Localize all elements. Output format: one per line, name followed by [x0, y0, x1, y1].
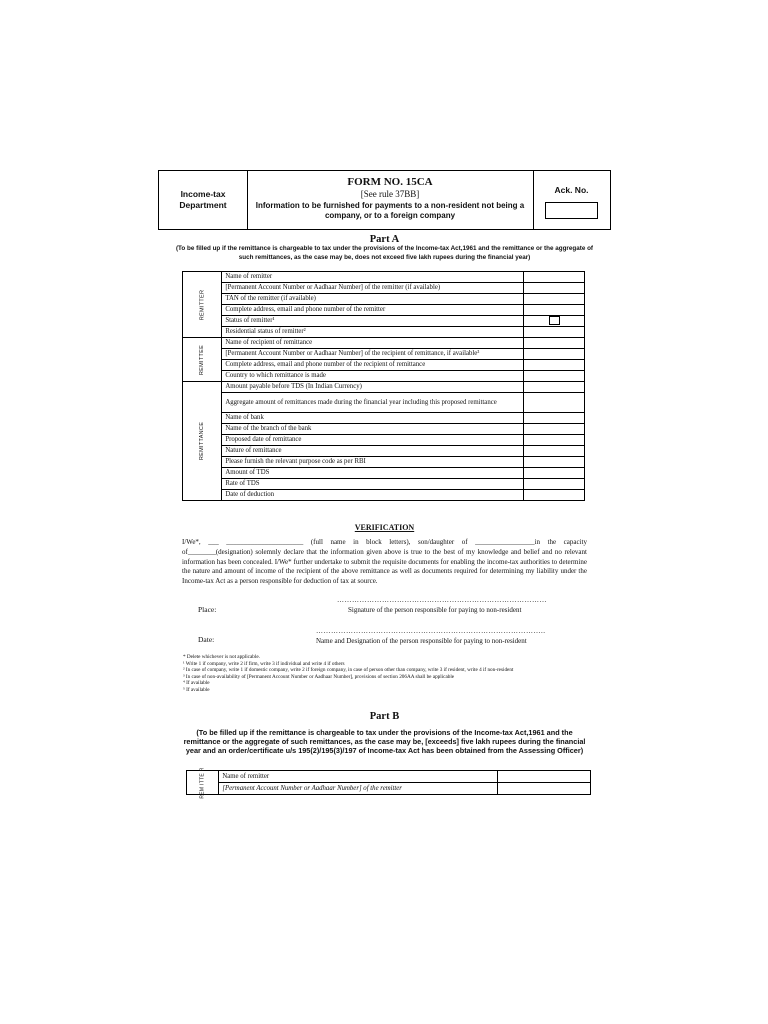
verification-title: VERIFICATION — [354, 523, 415, 532]
section-side-label-cell — [183, 338, 222, 382]
field-label: Name of remitter — [222, 272, 524, 283]
part-b-side-label-cell — [187, 766, 219, 799]
part-a-subtitle: (To be filled up if the remittance is chargeable to tax under the provisions of the Income-tax Act,1961 and the remittance or the aggregate of such remittances, as the case may be, does not exceed five lakh rupees during the financial year) — [175, 245, 594, 261]
place-label: Place: — [198, 605, 217, 614]
field-label: [Permanent Account Number or Aadhaar Number] of the recipient of remittance, if available³ — [222, 349, 524, 360]
field-label: Residential status of remitter² — [222, 327, 524, 338]
department-label: Income-tax Department — [179, 189, 227, 210]
field-value[interactable] — [524, 424, 585, 435]
footnote: ⁴ If available — [183, 680, 210, 686]
status-checkbox[interactable] — [549, 316, 560, 325]
field-value[interactable] — [524, 316, 585, 327]
signature-label: Signature of the person responsible for paying to non-resident — [348, 606, 522, 614]
field-value[interactable] — [524, 294, 585, 305]
footnote: ⁵ If available — [183, 686, 210, 693]
field-label: TAN of the remitter (if available) — [222, 294, 524, 305]
field-value[interactable] — [524, 479, 585, 490]
field-value[interactable] — [524, 457, 585, 468]
field-value[interactable] — [524, 382, 585, 393]
field-label: Please furnish the relevant purpose code as per RBI — [222, 457, 524, 468]
form-header — [158, 170, 611, 230]
field-value[interactable] — [524, 435, 585, 446]
department-cell — [159, 171, 248, 229]
section-side-label: REMITTANCE — [199, 421, 206, 461]
field-label: Country to which remittance is made — [222, 371, 524, 382]
ack-cell — [533, 171, 610, 229]
ack-number-field[interactable] — [545, 202, 598, 219]
part-a-table — [182, 271, 585, 501]
field-value[interactable] — [524, 338, 585, 349]
field-label: Rate of TDS — [222, 479, 524, 490]
part-b-table — [186, 766, 591, 799]
field-value[interactable] — [524, 490, 585, 501]
field-label: Name of bank — [222, 413, 524, 424]
part-b-title: Part B — [369, 711, 400, 722]
part-b-row-value[interactable] — [498, 783, 591, 795]
field-value[interactable] — [524, 371, 585, 382]
field-label: Aggregate amount of remittances made during the financial year including this proposed remittance — [222, 393, 524, 413]
field-value[interactable] — [524, 446, 585, 457]
part-b-row-label: [Permanent Account Number or Aadhaar Number] of the remitter — [219, 783, 498, 795]
field-value[interactable] — [524, 360, 585, 371]
footnote: ¹ Write 1 if company, write 2 if firm, write 3 if individual and write 4 if others — [183, 660, 345, 667]
verification-text: I/We*, ___ ______________________ (full name in block letters), son/daughter of _________________in the capacity of________(designation) solemnly declare that the information given above is true to the best of my knowledge and belief and no relevant information has been concealed. I/We* further undertake to submit the requisite documents for enabling the income-tax authorities to determine the nature and amount of income of the recipient of the above remittance as well as documents required for determining my liability under the Income-tax Act as a person responsible for deduction of tax at source. — [182, 538, 587, 586]
name-designation-line: ……………………………………………………………………………….. — [316, 627, 546, 635]
rule-reference: [See rule 37BB] — [360, 189, 420, 199]
signature-line: ………………………………………………………………………… — [337, 596, 547, 604]
part-b-subtitle: (To be filled up if the remittance is chargeable to tax under the provisions of the Income-tax Act,1961 and the remittance or the aggregate of such remittances, as the case may be, [exceeds] five lakh rupees during the financial year and an order/certificate u/s 195(2)/195(3)/197 of Income-tax Act has been obtained from the Assessing Officer) — [183, 728, 586, 755]
field-value[interactable] — [524, 468, 585, 479]
section-side-label: REMITTEE — [199, 344, 206, 375]
section-side-label-cell — [183, 272, 222, 338]
field-value[interactable] — [524, 349, 585, 360]
section-side-label-cell — [183, 382, 222, 501]
field-value[interactable] — [524, 272, 585, 283]
field-label: Name of recipient of remittance — [222, 338, 524, 349]
field-value[interactable] — [524, 393, 585, 413]
ack-label: Ack. No. — [554, 185, 589, 195]
footnotes — [183, 654, 593, 693]
date-label: Date: — [198, 635, 215, 644]
field-label: Date of deduction — [222, 490, 524, 501]
field-label: Complete address, email and phone number of the remitter — [222, 305, 524, 316]
field-label: Amount of TDS — [222, 468, 524, 479]
field-label: [Permanent Account Number or Aadhaar Number] of the remitter (if available) — [222, 283, 524, 294]
field-label: Name of the branch of the bank — [222, 424, 524, 435]
form-title: FORM NO. 15CA — [347, 176, 433, 188]
field-label: Nature of remittance — [222, 446, 524, 457]
field-value[interactable] — [524, 305, 585, 316]
field-label: Status of remitter¹ — [222, 316, 524, 327]
section-side-label: REMITTER — [199, 289, 206, 320]
field-label: Complete address, email and phone number of the recipient of remittance — [222, 360, 524, 371]
field-value[interactable] — [524, 283, 585, 294]
field-label: Proposed date of remittance — [222, 435, 524, 446]
part-a-title: Part A — [369, 234, 400, 245]
form-info: Information to be furnished for payments to a non-resident not being a company, or to a foreign company — [255, 201, 525, 220]
field-label: Amount payable before TDS (In Indian Currency) — [222, 382, 524, 393]
footnote: ³ In case of non-availability of [Permanent Account Number or Aadhaar Number], provisions of section 206AA shall be applicable — [183, 673, 455, 680]
part-b-row-label: Name of remitter — [219, 771, 498, 783]
part-b-side-label: REM ITTE R — [199, 766, 206, 799]
footnote: ² In case of company, write 1 if domestic company, write 2 if foreign company, in case of person other than company, write 3 if resident, write 4 if non-resident — [183, 667, 514, 673]
title-cell — [247, 171, 534, 229]
field-value[interactable] — [524, 327, 585, 338]
field-value[interactable] — [524, 413, 585, 424]
name-designation-label: Name and Designation of the person responsible for paying to non-resident — [316, 637, 527, 645]
footnote: * Delete whichever is not applicable. — [183, 654, 260, 660]
part-b-row-value[interactable] — [498, 771, 591, 783]
